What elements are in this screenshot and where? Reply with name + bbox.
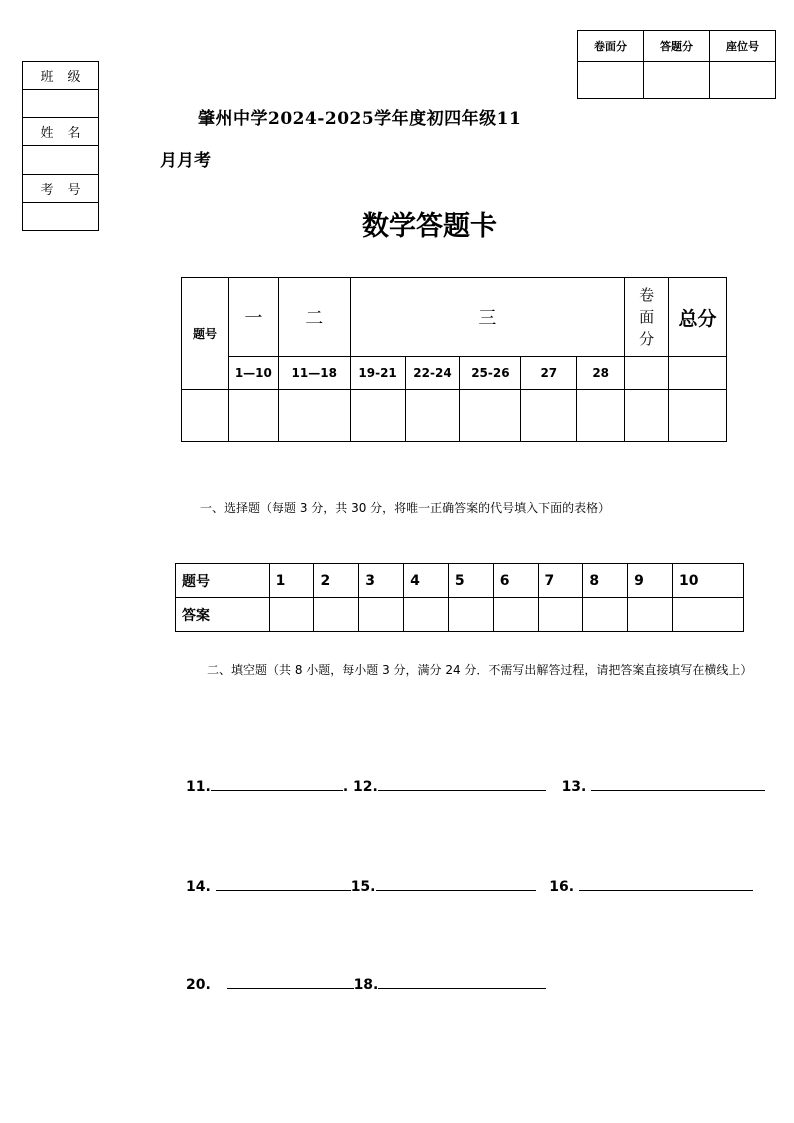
choice-number: 2 — [314, 564, 359, 598]
name-label: 姓名 — [23, 118, 99, 146]
choice-answer-table — [175, 563, 744, 632]
blank-13-label: 13. — [561, 779, 587, 795]
blank-12-label: . 12. — [342, 779, 378, 795]
blank-11-line[interactable] — [211, 776, 343, 791]
blank-18-line[interactable] — [378, 974, 546, 989]
score-cell-19-21[interactable] — [350, 390, 405, 442]
exam-number-field[interactable] — [23, 202, 99, 230]
class-label: 班级 — [23, 62, 99, 90]
choice-number: 6 — [493, 564, 538, 598]
section-three-header: 三 — [350, 278, 625, 357]
section-two-instructions: 二、填空题（共 8 小题，每小题 3 分，满分 24 分．不需写出解答过程，请把答案直接填写在横线上） — [207, 663, 753, 677]
section-two-header: 二 — [278, 278, 350, 357]
paper-score-cell[interactable] — [578, 62, 644, 99]
score-cell-11-18[interactable] — [278, 390, 350, 442]
choice-answer-cell[interactable] — [672, 598, 743, 632]
choice-answer-cell[interactable] — [583, 598, 628, 632]
choice-number: 1 — [269, 564, 314, 598]
choice-number: 4 — [404, 564, 449, 598]
score-row-label-cell — [182, 390, 229, 442]
range-22-24: 22-24 — [405, 357, 460, 390]
choice-number: 10 — [672, 564, 743, 598]
exam-number-label: 考号 — [23, 174, 99, 202]
choice-answer-cell[interactable] — [359, 598, 404, 632]
blank-15-label: 15. — [350, 879, 376, 895]
score-cell-28[interactable] — [577, 390, 625, 442]
exam-title-line1: 肇州中学2024-2025学年度初四年级11 — [198, 109, 522, 129]
choice-number: 7 — [538, 564, 583, 598]
range-19-21: 19-21 — [350, 357, 405, 390]
exam-title-line2: 月月考 — [160, 151, 211, 171]
range-25-26: 25-26 — [460, 357, 521, 390]
blank-11-label: 11. — [186, 779, 211, 795]
range-1-10: 1—10 — [228, 357, 278, 390]
blank-20-line[interactable] — [227, 974, 354, 989]
question-number-header: 题号 — [182, 278, 229, 390]
score-summary-table — [181, 277, 727, 442]
choice-number: 9 — [628, 564, 673, 598]
blank-13-line[interactable] — [591, 776, 765, 791]
answer-score-cell[interactable] — [644, 62, 710, 99]
range-11-18: 11—18 — [278, 357, 350, 390]
score-cell-22-24[interactable] — [405, 390, 460, 442]
blank-12-line[interactable] — [378, 776, 546, 791]
blank-row-3 — [186, 974, 546, 993]
blank-row-2 — [186, 876, 753, 895]
choice-answer-cell[interactable] — [314, 598, 359, 632]
range-28: 28 — [577, 357, 625, 390]
range-27: 27 — [521, 357, 577, 390]
score-cell-25-26[interactable] — [460, 390, 521, 442]
choice-answer-cell[interactable] — [628, 598, 673, 632]
score-cell-27[interactable] — [521, 390, 577, 442]
class-field[interactable] — [23, 90, 99, 118]
answer-sheet-title: 数学答题卡 — [362, 211, 497, 242]
blank-15-line[interactable] — [376, 876, 536, 891]
score-box — [577, 30, 776, 99]
section-one-header: 一 — [228, 278, 278, 357]
score-cell-paper[interactable] — [625, 390, 669, 442]
blank-16-label: 16. — [549, 879, 575, 895]
score-cell-1-10[interactable] — [228, 390, 278, 442]
student-info-box — [22, 61, 99, 231]
blank-20-label: 20. — [186, 977, 211, 993]
paper-score-sub-cell — [625, 357, 669, 390]
paper-score-vertical-header — [625, 278, 669, 357]
name-field[interactable] — [23, 146, 99, 174]
total-score-sub-cell — [669, 357, 727, 390]
choice-answer-cell[interactable] — [538, 598, 583, 632]
blank-14-line[interactable] — [216, 876, 351, 891]
choice-answer-cell[interactable] — [269, 598, 314, 632]
choice-answer-cell[interactable] — [404, 598, 449, 632]
seat-number-header: 座位号 — [710, 31, 776, 62]
blank-14-label: 14. — [186, 879, 211, 895]
blank-row-1 — [186, 776, 765, 795]
seat-number-cell[interactable] — [710, 62, 776, 99]
score-cell-total[interactable] — [669, 390, 727, 442]
section-one-instructions: 一、选择题（每题 3 分，共 30 分，将唯一正确答案的代号填入下面的表格） — [200, 501, 611, 515]
blank-16-line[interactable] — [579, 876, 753, 891]
choice-number: 8 — [583, 564, 628, 598]
paper-score-header: 卷面分 — [578, 31, 644, 62]
choice-answer-cell[interactable] — [493, 598, 538, 632]
choice-number: 3 — [359, 564, 404, 598]
choice-number-label: 题号 — [176, 564, 270, 598]
choice-answer-cell[interactable] — [448, 598, 493, 632]
paper-score-vertical-text: 卷 面 分 — [639, 286, 655, 348]
answer-score-header: 答题分 — [644, 31, 710, 62]
total-score-header: 总分 — [669, 278, 727, 357]
choice-answer-label: 答案 — [176, 598, 270, 632]
choice-number: 5 — [448, 564, 493, 598]
blank-18-label: 18. — [353, 977, 379, 993]
